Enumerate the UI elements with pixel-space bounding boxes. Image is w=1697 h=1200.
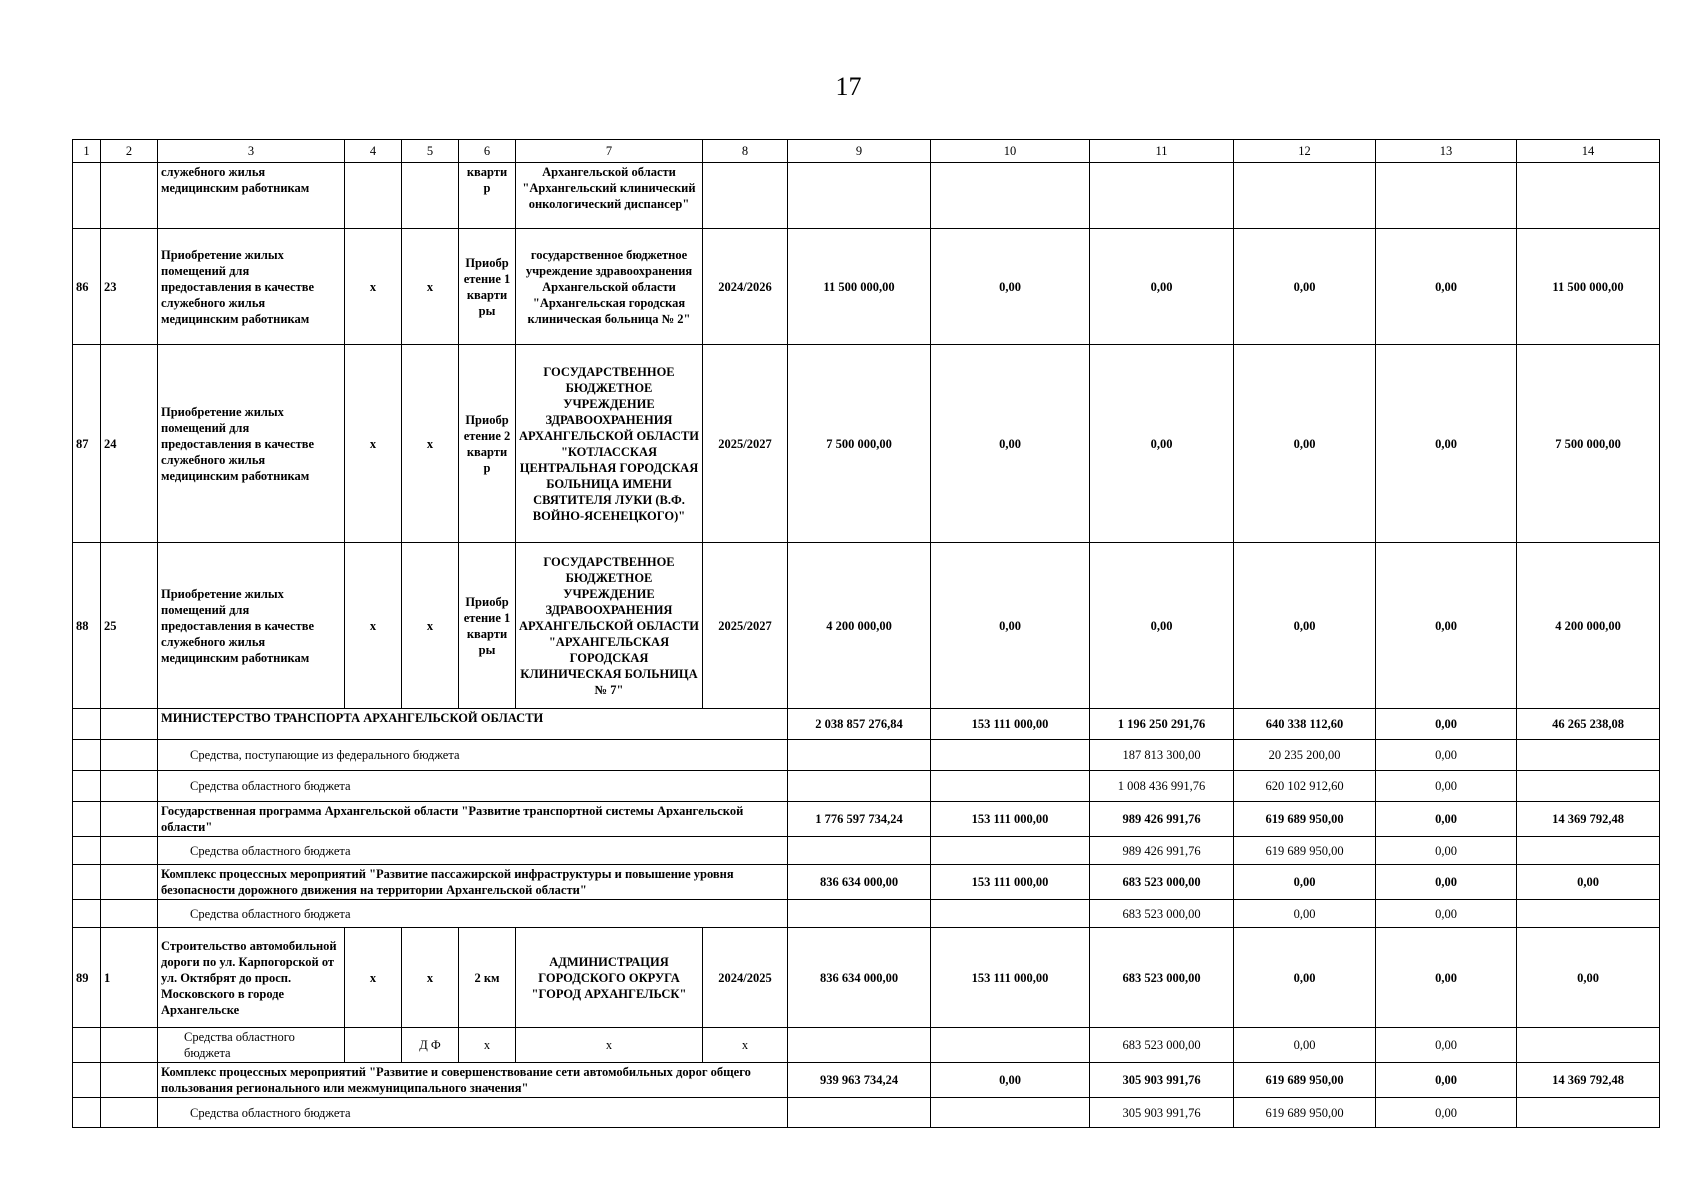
amount-cell: 0,00 <box>931 229 1090 345</box>
capacity-cell: Приобр етение 1 кварти ры <box>459 229 516 345</box>
capacity-cell: кварти р <box>459 163 516 229</box>
period-cell: x <box>703 1028 788 1063</box>
table-row <box>73 928 1660 1028</box>
object-name: Приобретение жилых помещений для предоставления в качестве служебного жилья медицинским работникам <box>158 229 345 345</box>
amount-cell: 836 634 000,00 <box>788 928 931 1028</box>
header-cell: 3 <box>158 140 345 163</box>
organization-cell: ГОСУДАРСТВЕННОЕ БЮДЖЕТНОЕ УЧРЕЖДЕНИЕ ЗДРАВООХРАНЕНИЯ АРХАНГЕЛЬСКОЙ ОБЛАСТИ "АРХАНГЕЛЬСКАЯ ГОРОДСКАЯ КЛИНИЧЕСКАЯ БОЛЬНИЦА № 7" <box>516 543 703 709</box>
organization-cell: x <box>516 1028 703 1063</box>
header-cell: 2 <box>101 140 158 163</box>
type-cell: x <box>402 345 459 543</box>
organization-cell: ГОСУДАРСТВЕННОЕ БЮДЖЕТНОЕ УЧРЕЖДЕНИЕ ЗДРАВООХРАНЕНИЯ АРХАНГЕЛЬСКОЙ ОБЛАСТИ "КОТЛАССКАЯ ЦЕНТРАЛЬНАЯ ГОРОДСКАЯ БОЛЬНИЦА ИМЕНИ СВЯТИТЕЛЯ ЛУКИ (В.Ф. ВОЙНО-ЯСЕНЕЦКОГО)" <box>516 345 703 543</box>
table-row <box>73 229 1660 345</box>
amount-cell: 2 038 857 276,84 <box>788 709 931 740</box>
header-cell: 1 <box>73 140 101 163</box>
row-number: 86 <box>73 229 101 345</box>
table-row <box>73 709 1660 740</box>
amount-cell: 836 634 000,00 <box>788 865 931 900</box>
amount-cell: 683 523 000,00 <box>1090 900 1234 928</box>
object-name: Приобретение жилых помещений для предоставления в качестве служебного жилья медицинским работникам <box>158 543 345 709</box>
funding-source: Средства областного бюджета <box>158 900 788 928</box>
table-row <box>73 1098 1660 1128</box>
item-number: 25 <box>101 543 158 709</box>
amount-cell: 939 963 734,24 <box>788 1063 931 1098</box>
amount-cell: 0,00 <box>1090 345 1234 543</box>
amount-cell: 153 111 000,00 <box>931 709 1090 740</box>
amount-cell: 683 523 000,00 <box>1090 865 1234 900</box>
amount-cell: 0,00 <box>1234 865 1376 900</box>
amount-cell: 153 111 000,00 <box>931 865 1090 900</box>
amount-cell: 1 008 436 991,76 <box>1090 771 1234 802</box>
capacity-cell: Приобр етение 1 кварти ры <box>459 543 516 709</box>
amount-cell: 0,00 <box>1376 1098 1517 1128</box>
funding-source: Средства областного бюджета <box>158 771 788 802</box>
amount-cell: 0,00 <box>1234 1028 1376 1063</box>
capacity-cell: Приобр етение 2 кварти р <box>459 345 516 543</box>
amount-cell: 0,00 <box>1376 900 1517 928</box>
item-number: 1 <box>101 928 158 1028</box>
object-name: Строительство автомобильной дороги по ул. Карпогорской от ул. Октябрят до просп. Московского в городе Архангельске <box>158 928 345 1028</box>
amount-cell: 0,00 <box>1090 543 1234 709</box>
organization-cell: Архангельской области "Архангельский клинический онкологический диспансер" <box>516 163 703 229</box>
amount-cell: 0,00 <box>1234 229 1376 345</box>
amount-cell: 305 903 991,76 <box>1090 1063 1234 1098</box>
amount-cell: 683 523 000,00 <box>1090 928 1234 1028</box>
amount-cell: 0,00 <box>1234 900 1376 928</box>
amount-cell: 0,00 <box>1376 837 1517 865</box>
table-row <box>73 802 1660 837</box>
amount-cell: 153 111 000,00 <box>931 802 1090 837</box>
amount-cell: 0,00 <box>1376 543 1517 709</box>
header-cell: 5 <box>402 140 459 163</box>
amount-cell: 0,00 <box>1376 771 1517 802</box>
complex-title: Комплекс процессных мероприятий "Развитие и совершенствование сети автомобильных дорог общего пользования регионального или межмуниципального значения" <box>158 1063 788 1098</box>
row-number: 89 <box>73 928 101 1028</box>
amount-cell: 0,00 <box>931 345 1090 543</box>
amount-cell: 0,00 <box>1517 865 1660 900</box>
header-cell: 13 <box>1376 140 1517 163</box>
funding-source: Средства областного бюджета <box>158 837 788 865</box>
amount-cell: 0,00 <box>1517 928 1660 1028</box>
table-row <box>73 865 1660 900</box>
power-cell: x <box>345 345 402 543</box>
amount-cell: 0,00 <box>1376 865 1517 900</box>
amount-cell: 0,00 <box>1234 928 1376 1028</box>
type-cell: Д Ф <box>402 1028 459 1063</box>
amount-cell: 640 338 112,60 <box>1234 709 1376 740</box>
type-cell: x <box>402 543 459 709</box>
table-row <box>73 1028 1660 1063</box>
amount-cell: 4 200 000,00 <box>788 543 931 709</box>
amount-cell: 0,00 <box>1376 709 1517 740</box>
object-name: Приобретение жилых помещений для предоставления в качестве служебного жилья медицинским работникам <box>158 345 345 543</box>
capacity-cell: 2 км <box>459 928 516 1028</box>
amount-cell: 46 265 238,08 <box>1517 709 1660 740</box>
funding-source: Средства областного бюджета <box>158 1028 345 1063</box>
amount-cell: 620 102 912,60 <box>1234 771 1376 802</box>
row-number: 88 <box>73 543 101 709</box>
table-row <box>73 163 1660 229</box>
table-row <box>73 740 1660 771</box>
funding-source: Средства областного бюджета <box>158 1098 788 1128</box>
period-cell: 2024/2025 <box>703 928 788 1028</box>
amount-cell: 20 235 200,00 <box>1234 740 1376 771</box>
row-number: 87 <box>73 345 101 543</box>
amount-cell: 0,00 <box>1090 229 1234 345</box>
period-cell: 2025/2027 <box>703 345 788 543</box>
amount-cell: 0,00 <box>1376 802 1517 837</box>
object-name: служебного жилья медицинским работникам <box>158 163 345 229</box>
header-cell: 14 <box>1517 140 1660 163</box>
header-cell: 9 <box>788 140 931 163</box>
amount-cell: 1 196 250 291,76 <box>1090 709 1234 740</box>
amount-cell: 0,00 <box>1376 1063 1517 1098</box>
amount-cell: 0,00 <box>1376 229 1517 345</box>
amount-cell: 14 369 792,48 <box>1517 1063 1660 1098</box>
header-cell: 6 <box>459 140 516 163</box>
amount-cell: 11 500 000,00 <box>1517 229 1660 345</box>
amount-cell: 7 500 000,00 <box>1517 345 1660 543</box>
header-cell: 7 <box>516 140 703 163</box>
page-number: 17 <box>835 72 862 101</box>
amount-cell: 0,00 <box>1376 345 1517 543</box>
organization-cell: государственное бюджетное учреждение здравоохранения Архангельской области "Архангельская городская клиническая больница № 2" <box>516 229 703 345</box>
header-cell: 12 <box>1234 140 1376 163</box>
table-row <box>73 837 1660 865</box>
amount-cell: 0,00 <box>1376 1028 1517 1063</box>
item-number: 23 <box>101 229 158 345</box>
power-cell: x <box>345 928 402 1028</box>
program-title: Государственная программа Архангельской области "Развитие транспортной системы Архангельской области" <box>158 802 788 837</box>
amount-cell: 0,00 <box>1234 543 1376 709</box>
amount-cell: 0,00 <box>1376 928 1517 1028</box>
header-cell: 10 <box>931 140 1090 163</box>
amount-cell: 1 776 597 734,24 <box>788 802 931 837</box>
capacity-cell: x <box>459 1028 516 1063</box>
type-cell: x <box>402 229 459 345</box>
header-cell: 4 <box>345 140 402 163</box>
ministry-title: МИНИСТЕРСТВО ТРАНСПОРТА АРХАНГЕЛЬСКОЙ ОБЛАСТИ <box>158 709 788 740</box>
power-cell: x <box>345 543 402 709</box>
amount-cell: 619 689 950,00 <box>1234 802 1376 837</box>
funding-source: Средства, поступающие из федерального бюджета <box>158 740 788 771</box>
item-number: 24 <box>101 345 158 543</box>
period-cell: 2025/2027 <box>703 543 788 709</box>
period-cell: 2024/2026 <box>703 229 788 345</box>
amount-cell: 153 111 000,00 <box>931 928 1090 1028</box>
amount-cell: 0,00 <box>1376 740 1517 771</box>
amount-cell: 989 426 991,76 <box>1090 802 1234 837</box>
amount-cell: 989 426 991,76 <box>1090 837 1234 865</box>
table-row <box>73 900 1660 928</box>
amount-cell: 7 500 000,00 <box>788 345 931 543</box>
amount-cell: 0,00 <box>931 543 1090 709</box>
amount-cell: 11 500 000,00 <box>788 229 931 345</box>
amount-cell: 0,00 <box>931 1063 1090 1098</box>
amount-cell: 4 200 000,00 <box>1517 543 1660 709</box>
organization-cell: АДМИНИСТРАЦИЯ ГОРОДСКОГО ОКРУГА "ГОРОД АРХАНГЕЛЬСК" <box>516 928 703 1028</box>
amount-cell: 305 903 991,76 <box>1090 1098 1234 1128</box>
complex-title: Комплекс процессных мероприятий "Развитие пассажирской инфраструктуры и повышение уровня безопасности дорожного движения на территории Архангельской области" <box>158 865 788 900</box>
amount-cell: 14 369 792,48 <box>1517 802 1660 837</box>
header-row <box>73 140 1660 163</box>
amount-cell: 683 523 000,00 <box>1090 1028 1234 1063</box>
amount-cell: 619 689 950,00 <box>1234 837 1376 865</box>
amount-cell: 187 813 300,00 <box>1090 740 1234 771</box>
table-row <box>73 345 1660 543</box>
amount-cell: 0,00 <box>1234 345 1376 543</box>
budget-table <box>72 139 1660 1128</box>
table-row <box>73 543 1660 709</box>
header-cell: 8 <box>703 140 788 163</box>
table-row <box>73 1063 1660 1098</box>
header-cell: 11 <box>1090 140 1234 163</box>
amount-cell: 619 689 950,00 <box>1234 1098 1376 1128</box>
amount-cell: 619 689 950,00 <box>1234 1063 1376 1098</box>
table-row <box>73 771 1660 802</box>
type-cell: x <box>402 928 459 1028</box>
power-cell: x <box>345 229 402 345</box>
